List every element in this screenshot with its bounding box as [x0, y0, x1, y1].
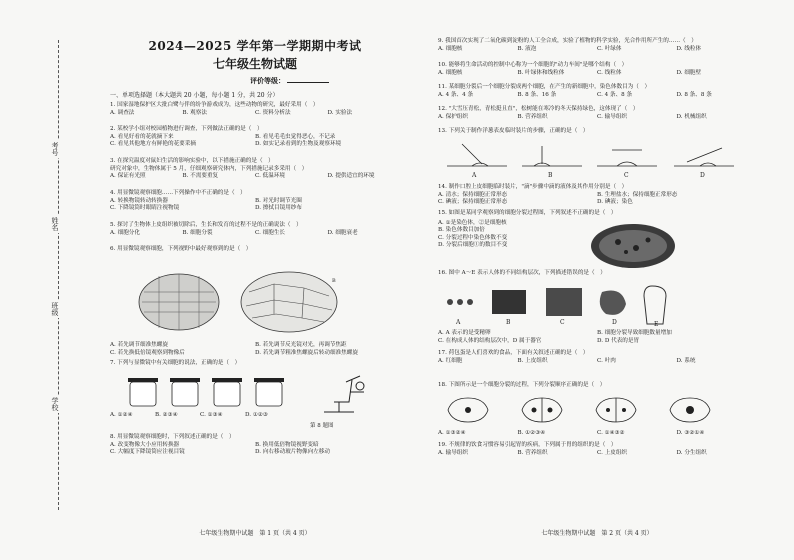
figure-caption: 第 8 题图 — [310, 423, 334, 429]
option: D. ①②③ — [245, 412, 268, 418]
gutter-field-school: 学校 — [51, 397, 59, 411]
option: D. 碘液；染色 — [597, 199, 633, 206]
option: C. 分裂过程中染色体数不变 — [438, 234, 508, 241]
option: B. 细胞分裂导致细胞数量增加 — [597, 330, 672, 336]
option: A. 红细胞 — [438, 357, 463, 364]
option: A. 若先调节细准焦螺旋 — [110, 342, 168, 348]
grade-field — [250, 76, 329, 85]
option: C. 叶肉 — [597, 357, 616, 364]
binding-gutter — [0, 0, 72, 560]
option: C. 资料分析法 — [255, 109, 291, 116]
option: B. 染色体数目加倍 — [438, 227, 485, 234]
question-16-options — [438, 330, 756, 345]
question-text: 8. 用显微镜观察细胞时，下列叙述正确的是（ ） — [110, 434, 235, 440]
question-10 — [438, 62, 756, 77]
question-12 — [438, 106, 756, 121]
option: D. 分生组织 — [676, 449, 707, 456]
question-text: 14. 制作口腔上皮细胞临时装片，"滴"步骤中滴的液体及其作用分别是（ ） — [438, 184, 628, 190]
option: B. 细胞分裂 — [182, 229, 213, 236]
q13-figure — [442, 140, 742, 180]
option: B. 看见毛毛虫觉得恶心，不记录 — [255, 133, 336, 140]
page-footer: 七年级生物期中试题 第 1 页（共 4 页） — [199, 530, 311, 537]
page-footer: 七年级生物期中试题 第 2 页（共 4 页） — [541, 530, 653, 537]
fig-label: C — [560, 319, 565, 326]
fig-label: B — [506, 319, 511, 326]
question-text: 10. 能够将生命活动的控制中心称为一个细胞的"动力车间"是哪个结构（ ） — [438, 62, 628, 68]
option: A. 保护组织 — [438, 113, 468, 120]
option: D. 细胞壁 — [676, 69, 702, 76]
option: A. 转换物镜转动转换器 — [110, 197, 168, 204]
option: A. ①②④ — [110, 412, 133, 418]
fig-label: D — [612, 319, 617, 326]
question-text: 1. 国家湿地保护区大批白鹭与伴的纷争游戏成为，这些动物的研究，最好采用（ ） — [110, 102, 319, 108]
fig-label: A — [456, 319, 461, 326]
page-1 — [110, 0, 400, 560]
question-text: 研究对象中，生物体属于 5 月，仔细观察研究体内，下列措施记录多采用（ ） — [110, 165, 308, 172]
option: C. 若先换低倍镜观察到物像后 — [110, 349, 185, 356]
question-13 — [438, 128, 756, 136]
question-7-options — [110, 412, 400, 420]
question-11 — [438, 84, 756, 99]
option: C. 4 条、8 条 — [597, 91, 633, 98]
option: B. 营养组织 — [517, 113, 548, 120]
option: B. 营养组织 — [517, 449, 548, 456]
option: B. 叶绿体和线粒体 — [517, 69, 565, 76]
cut-line — [58, 40, 59, 510]
gutter-field-exam-no: 考号 — [51, 142, 59, 156]
grade-blank — [287, 82, 329, 83]
question-text: 19. 不规律的饮食习惯容易引起胃的疾病，下列属于胃的组织的是（ ） — [438, 442, 617, 448]
option: D. 线粒体 — [676, 45, 702, 52]
option: B. 观察法 — [182, 109, 207, 116]
option: D. 分裂后细胞①的数目不变 — [438, 242, 508, 249]
q15-figure — [588, 222, 678, 270]
question-14 — [438, 184, 756, 207]
option: C. 叶绿体 — [597, 45, 622, 52]
option: D. 向右移动玻片物像向左移动 — [255, 449, 330, 456]
fig-label: B — [548, 172, 553, 179]
question-4 — [110, 190, 400, 213]
exam-title: 2024—2025 学年第一学期期中考试 — [148, 39, 362, 53]
question-8 — [110, 434, 400, 457]
question-text: 2. 某校学小组对校园植物进行调查，下列做法正确的是（ ） — [110, 126, 263, 132]
question-text: 9. 我国首次实现了二氧化碳到淀粉的人工全合成，实验了植物的科学实验，光合作用所产生的……（ ） — [438, 38, 697, 44]
question-text: 11. 某细胞分裂后一个细胞分裂成两个细胞，在产生的新细胞中，染色体数目为（ ） — [438, 84, 651, 90]
question-text: 6. 用显微镜观察细胞，下列视野中最好观察到的是（ ） — [110, 246, 252, 252]
option: A. 改变物像大小应用转换器 — [110, 441, 180, 448]
option: B. 上皮组织 — [517, 357, 548, 364]
option: A. 细胞分化 — [110, 229, 140, 236]
option: B. 液泡 — [517, 45, 537, 52]
fig-label: D — [700, 172, 705, 179]
fig-label: E — [654, 321, 659, 328]
svg-text:B: B — [332, 278, 336, 284]
option: C. 看见其他地方有鲜艳的花要采摘 — [110, 141, 196, 148]
option: D. 8 条、8 条 — [676, 91, 712, 98]
fig-label: C — [624, 172, 629, 179]
option: B. 对光时调节光圈 — [255, 197, 302, 204]
option: C. 低温环境 — [255, 173, 286, 180]
option: C. 上皮组织 — [597, 449, 628, 456]
option: A. ①③②④ — [438, 430, 466, 436]
question-text: 3. 在探究温度对鼠妇生活的影响实验中，以下措施正确的是（ ） — [110, 158, 274, 164]
option: A. 保证有光照 — [110, 173, 146, 180]
option: D. 细胞衰老 — [327, 229, 358, 236]
option: C. 碘液；保持细胞正常形态 — [438, 199, 508, 206]
fig-label: A — [472, 172, 477, 179]
question-18-options — [438, 430, 756, 438]
exam-subtitle: 七年级生物试题 — [212, 57, 297, 71]
option: C. 下降镜筒时眼睛注视物镜 — [110, 205, 180, 212]
question-1 — [110, 102, 400, 117]
page-2 — [438, 0, 756, 560]
gutter-field-class: 班级 — [51, 302, 59, 316]
option: D. 实验法 — [327, 109, 353, 116]
option: C. 大幅度下降镜筒应注视目镜 — [110, 449, 185, 456]
option: C. 输导组织 — [597, 113, 628, 120]
section-heading: 一、单项选择题（本大题共 20 小题，每小题 1 分，共 20 分） — [110, 92, 279, 99]
option: D. 提供适宜的环境 — [327, 173, 375, 180]
option: B. 换用低倍物镜视野变暗 — [255, 441, 319, 448]
option: B. 不需要重复 — [182, 173, 219, 180]
option: C. ①③④ — [200, 412, 223, 418]
question-text: 4. 用显微镜观察细胞……下列操作中不正确的是（ ） — [110, 190, 246, 196]
question-17 — [438, 350, 756, 365]
option: A. 细胞核 — [438, 45, 463, 52]
question-text: 12. "大雪压青松，青松挺且直"，松树能在寒冷的冬天保持绿色，这体现了（ ） — [438, 106, 639, 112]
option: B. 若先调节反光镜对光，再调节焦距 — [255, 342, 347, 348]
question-19 — [438, 442, 756, 457]
question-2 — [110, 126, 400, 149]
option: C. 线粒体 — [597, 69, 622, 76]
option: C. 在构成人体的结构层次中，D 属于器官 — [438, 337, 542, 344]
option: A. 调查法 — [110, 109, 135, 116]
question-16 — [438, 270, 756, 278]
question-5 — [110, 222, 400, 237]
option: B. ①②③④ — [517, 430, 546, 436]
grade-label: 评价等级： — [250, 76, 285, 85]
question-text: 13. 下列关于制作洋葱表皮临时装片的步骤，正确的是（ ） — [438, 128, 589, 134]
question-text: 7. 下列与显微镜中有关细胞的说法，正确的是（ ） — [110, 360, 241, 366]
question-text: 5. 探讨了生物体上皮组织被切除后，生长和发育的过程不是的正确说法（ ） — [110, 222, 302, 228]
option: A. 输导组织 — [438, 449, 468, 456]
option: D. 若先调节粗准焦螺旋后转动细准焦螺旋 — [255, 349, 358, 356]
question-18 — [438, 382, 756, 390]
question-7 — [110, 360, 400, 368]
option: D. 擦拭目镜用纱布 — [255, 205, 302, 212]
option: D. D 代表的是胃 — [597, 337, 640, 344]
option: C. 细胞生长 — [255, 229, 286, 236]
question-3 — [110, 158, 400, 181]
question-text: 16. 图中 A～E 表示人体的不同结构层次，下列描述错误的是（ ） — [438, 270, 606, 276]
question-6-options — [110, 342, 400, 357]
question-text: 15. 如图是某同学观察到的细胞分裂过程图，下列叙述不正确的是（ ） — [438, 210, 617, 216]
q6-figure — [134, 262, 384, 342]
question-6 — [110, 246, 400, 254]
option: A. A 表示的是受精卵 — [438, 330, 491, 336]
option: A. 细胞核 — [438, 69, 463, 76]
q16-figure — [442, 282, 712, 328]
option: A. ①是染色体，②是细胞核 — [438, 219, 507, 226]
option: A. 看见好看的花就摘下来 — [110, 133, 174, 140]
question-text: 18. 下图所示是一个细胞分裂的过程，下列分裂顺序正确的是（ ） — [438, 382, 606, 388]
option: D. ③②①④ — [676, 430, 705, 436]
option: D. 机械组织 — [676, 113, 707, 120]
gutter-field-name: 姓名 — [51, 217, 59, 231]
option: B. 生理盐水；保持细胞正常形态 — [597, 191, 678, 198]
option: C. ①④③② — [597, 430, 625, 436]
option: D. 如实记录看到的生物及观察环境 — [255, 141, 342, 148]
question-9 — [438, 38, 756, 53]
option: B. ②③④ — [155, 412, 178, 418]
option: B. 8 条、16 条 — [517, 91, 557, 98]
option: A. 4 条、4 条 — [438, 91, 474, 98]
option: D. 系统 — [676, 357, 696, 364]
q18-figure — [442, 392, 742, 428]
option: A. 清水；保持细胞正常形态 — [438, 191, 508, 198]
question-text: 17. 荷包蛋是人们喜欢的食品，下面有关叙述正确的是（ ） — [438, 350, 589, 356]
